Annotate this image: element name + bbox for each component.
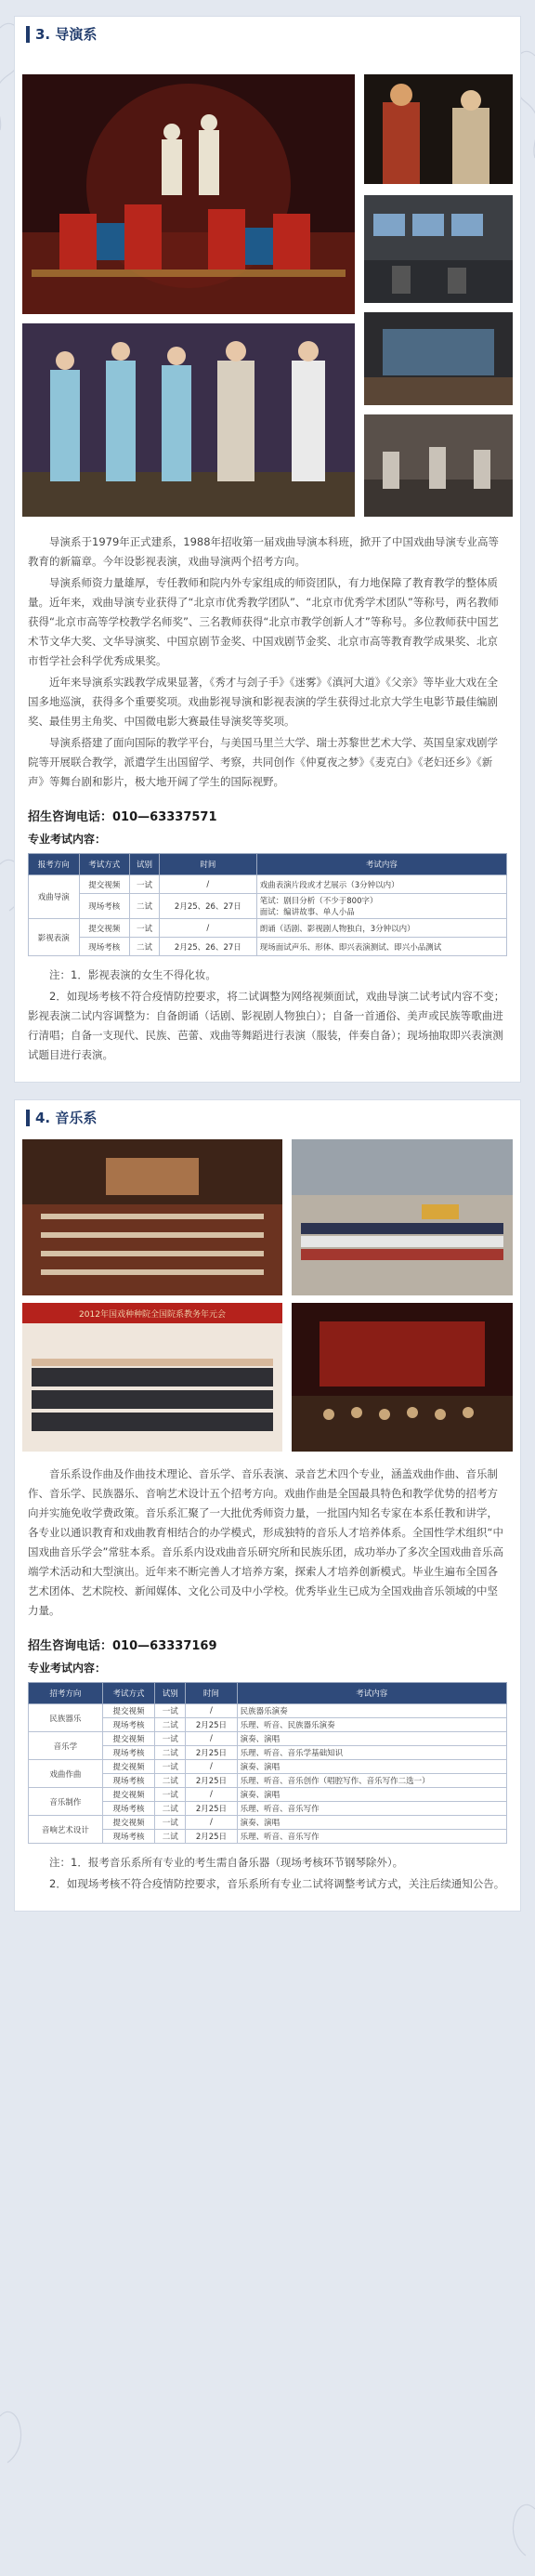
photo-stage-dancers <box>22 323 355 517</box>
table-row <box>29 894 507 919</box>
table-cell-direction: 音乐学 <box>29 1732 103 1760</box>
table-cell-time: 2月25日 <box>186 1718 237 1732</box>
table-cell-round: 二试 <box>155 1774 186 1788</box>
table-cell-direction: 戏曲作曲 <box>29 1760 103 1788</box>
table-header-cell: 试别 <box>130 854 160 875</box>
table-cell-time: / <box>186 1704 237 1718</box>
table-cell-method: 提交视频 <box>79 875 130 894</box>
table-cell-method: 提交视频 <box>102 1732 154 1746</box>
table-cell-content: 朗诵（话剧、影视剧人物独白，3分钟以内） <box>256 919 506 938</box>
table-row <box>29 919 507 938</box>
table-header-row <box>29 854 507 875</box>
table-cell-content: 乐理、听音、音乐写作 <box>237 1830 506 1844</box>
table-cell-content: 乐理、听音、民族器乐演奏 <box>237 1718 506 1732</box>
section-title: 4. 音乐系 <box>26 1110 97 1126</box>
table-cell-time: 2月25、26、27日 <box>159 938 256 956</box>
exam-note: 2．如现场考核不符合疫情防控要求，音乐系所有专业二试将调整考试方式，关注后续通知公告。 <box>49 1877 505 1890</box>
photo-classroom-crew <box>364 414 513 517</box>
table-cell-content: 乐理、听音、音乐创作（唱腔写作、音乐写作二选一） <box>237 1774 506 1788</box>
table-cell-method: 提交视频 <box>102 1760 154 1774</box>
department-card-music <box>15 1100 520 1911</box>
table-cell-content: 戏曲表演片段或才艺展示（3分钟以内） <box>256 875 506 894</box>
table-cell-content: 演奏、演唱 <box>237 1816 506 1830</box>
table-cell-round: 二试 <box>155 1830 186 1844</box>
table-cell-round: 二试 <box>155 1746 186 1760</box>
exam-note: 2．如现场考核不符合疫情防控要求，将二试调整为网络视频面试，戏曲导演二试考试内容不变；影视表演二试内容调整为：自备朗诵（话剧、影视剧人物独白）；自备一首通俗、美声或民族等歌曲进行清唱；自备一支现代、民族、芭蕾、戏曲等舞蹈进行表演（服装，伴奏自备）；现场抽取即兴表演测试题目进行表演。 <box>28 990 505 1061</box>
consult-phone: 010—63337169 <box>112 1639 217 1653</box>
conference-banner-text: 2012年国戏种种院全国院系教务年元会 <box>79 1310 226 1320</box>
table-cell-time: / <box>186 1788 237 1802</box>
consult-phone: 010—63337571 <box>112 810 217 824</box>
table-cell-content: 乐理、听音、音乐写作 <box>237 1802 506 1816</box>
consult-line <box>28 807 217 824</box>
table-cell-round: 一试 <box>155 1760 186 1774</box>
table-cell-method: 现场考核 <box>102 1802 154 1816</box>
table-row <box>29 938 507 956</box>
intro-paragraph: 导演系于1979年正式建系，1988年招收第一届戏曲导演本科班，掀开了中国戏曲导演专业高等教育的新篇章。今年设影视表演，戏曲导演两个招考方向。 <box>28 535 500 568</box>
international-paragraph: 导演系搭建了面向国际的教学平台，与美国马里兰大学、瑞士苏黎世艺术大学、英国皇家戏剧学院等开展联合教学，派遣学生出国留学、考察，共同创作《仲夏夜之梦》《麦克白》《老妇还乡》《新声》等舞台剧和影片，极大地开阔了学生的国际视野。 <box>28 736 498 788</box>
table-row <box>29 1788 507 1802</box>
exam-note: 注：1．影视表演的女生不得化妆。 <box>49 968 216 981</box>
consult-label: 招生咨询电话： <box>28 810 113 824</box>
exam-note: 注：1．报考音乐系所有专业的考生需自备乐器（现场考核环节钢琴除外）。 <box>49 1856 404 1869</box>
table-cell-round: 二试 <box>155 1718 186 1732</box>
faculty-paragraph: 导演系师资力量雄厚，专任教师和院内外专家组成的师资团队，有力地保障了教育教学的整体质量。近年来，戏曲导演专业获得了“北京市优秀教学团队”、“北京市优秀学术团队”等称号，两名教师获得“北京市高等学校教学名师奖”、三名教师获得“北京市教学创新人才”等称号。多位教师获中国艺术节文华大奖、文华导演奖、中国京剧节金奖、中国戏剧节金奖、北京市高等教育教学成果奖、北京市哲学社会科学优秀成果奖。 <box>28 576 499 667</box>
table-cell-time: 2月25日 <box>186 1774 237 1788</box>
table-header-cell: 考试方式 <box>79 854 130 875</box>
photo-opera-costumes <box>364 74 513 184</box>
table-cell-round: 二试 <box>130 894 160 919</box>
table-row <box>29 1760 507 1774</box>
photo-group-outdoor <box>292 1139 513 1295</box>
table-row <box>29 1732 507 1746</box>
table-cell-time: 2月25、26、27日 <box>159 894 256 919</box>
consult-label: 招生咨询电话： <box>28 1639 113 1653</box>
table-row <box>29 1704 507 1718</box>
table-cell-content: 演奏、演唱 <box>237 1788 506 1802</box>
table-cell-time: / <box>186 1760 237 1774</box>
table-cell-time: / <box>186 1816 237 1830</box>
table-cell-direction: 音乐制作 <box>29 1788 103 1816</box>
table-cell-round: 一试 <box>155 1732 186 1746</box>
exam-subtitle: 专业考试内容： <box>28 833 107 846</box>
table-cell-content: 演奏、演唱 <box>237 1760 506 1774</box>
table-cell-time: 2月25日 <box>186 1830 237 1844</box>
table-cell-round: 二试 <box>155 1802 186 1816</box>
photo-editing-lab <box>364 195 513 303</box>
table-cell-content: 民族器乐演奏 <box>237 1704 506 1718</box>
table-cell-direction: 音响艺术设计 <box>29 1816 103 1844</box>
table-cell-time: / <box>186 1732 237 1746</box>
table-cell-method: 现场考核 <box>79 894 130 919</box>
photo-acrobatic-troupe <box>22 74 355 314</box>
table-header-row <box>29 1683 507 1704</box>
table-header-cell: 考试方式 <box>102 1683 154 1704</box>
exam-table <box>28 853 507 956</box>
consult-line <box>28 1636 217 1653</box>
table-cell-method: 提交视频 <box>102 1704 154 1718</box>
table-cell-time: / <box>159 875 256 894</box>
table-cell-method: 现场考核 <box>102 1774 154 1788</box>
table-cell-round: 一试 <box>155 1704 186 1718</box>
table-cell-content: 演奏、演唱 <box>237 1732 506 1746</box>
table-cell-round: 二试 <box>130 938 160 956</box>
photo-faculty-conference <box>22 1303 282 1452</box>
photo-orchestra-performance <box>292 1303 513 1452</box>
table-cell-direction: 戏曲导演 <box>29 875 80 919</box>
exam-subtitle: 专业考试内容： <box>28 1662 107 1675</box>
table-cell-time: 2月25日 <box>186 1746 237 1760</box>
table-cell-round: 一试 <box>130 919 160 938</box>
table-cell-direction: 民族器乐 <box>29 1704 103 1732</box>
table-header-cell: 时间 <box>186 1683 237 1704</box>
section-title: 3. 导演系 <box>26 26 97 43</box>
table-header-cell: 考试内容 <box>237 1683 506 1704</box>
table-cell-method: 提交视频 <box>102 1816 154 1830</box>
photo-recording-studio <box>364 312 513 405</box>
table-cell-time: / <box>159 919 256 938</box>
table-cell-content: 现场面试声乐、形体、即兴表演测试、即兴小品测试 <box>256 938 506 956</box>
table-header-cell: 报考方向 <box>29 854 80 875</box>
table-cell-round: 一试 <box>155 1788 186 1802</box>
table-cell-direction: 影视表演 <box>29 919 80 956</box>
table-header-cell: 招考方向 <box>29 1683 103 1704</box>
table-cell-method: 提交视频 <box>79 919 130 938</box>
table-cell-method: 提交视频 <box>102 1788 154 1802</box>
table-header-cell: 试别 <box>155 1683 186 1704</box>
table-cell-method: 现场考核 <box>102 1746 154 1760</box>
table-header-cell: 时间 <box>159 854 256 875</box>
table-cell-time: 2月25日 <box>186 1802 237 1816</box>
music-intro-paragraph: 音乐系设作曲及作曲技术理论、音乐学、音乐表演、录音艺术四个专业，涵盖戏曲作曲、音乐制作、音乐学、民族器乐、音响艺术设计五个招考方向。戏曲作曲是全国最具特色和教学优势的招考方向并实施免收学费政策。音乐系汇聚了一大批优秀师资力量，一批国内知名专家在本系任教和讲学，各专业以通识教育和戏曲教育相结合的办学模式，形成独特的音乐人才培养体系。全国性学术组织“中国戏曲音乐学会”常驻本系。音乐系内设戏曲音乐研究所和民族乐团，成功举办了多次全国戏曲音乐高端学术活动和大型演出。近年来不断完善人才培养方案，探索人才培养创新模式。毕业生遍布全国各艺术团体、艺术院校、新闻媒体、文化公司及中小学校。优秀毕业生已成为全国戏曲音乐领域的中坚力量。 <box>28 1467 503 1617</box>
photo-concert-hall <box>22 1139 282 1295</box>
table-cell-method: 现场考核 <box>102 1718 154 1732</box>
table-cell-content: 笔试：剧目分析（不少于800字） 面试：编讲故事、单人小品 <box>256 894 506 919</box>
table-cell-method: 现场考核 <box>79 938 130 956</box>
achievement-paragraph: 近年来导演系实践教学成果显著，《秀才与刽子手》《迷雾》《滇河大道》《父亲》等毕业大戏在全国多地巡演，获得多个重要奖项。戏曲影视导演和影视表演的学生获得过北京大学生电影节最佳编剧奖、最佳男主角奖、中国微电影大赛最佳导演奖等奖项。 <box>28 676 498 728</box>
table-row <box>29 875 507 894</box>
table-cell-method: 现场考核 <box>102 1830 154 1844</box>
table-cell-content: 乐理、听音、音乐学基础知识 <box>237 1746 506 1760</box>
exam-table <box>28 1682 507 1844</box>
table-cell-round: 一试 <box>155 1816 186 1830</box>
department-card-directing <box>15 17 520 1082</box>
table-cell-round: 一试 <box>130 875 160 894</box>
table-header-cell: 考试内容 <box>256 854 506 875</box>
table-row <box>29 1816 507 1830</box>
